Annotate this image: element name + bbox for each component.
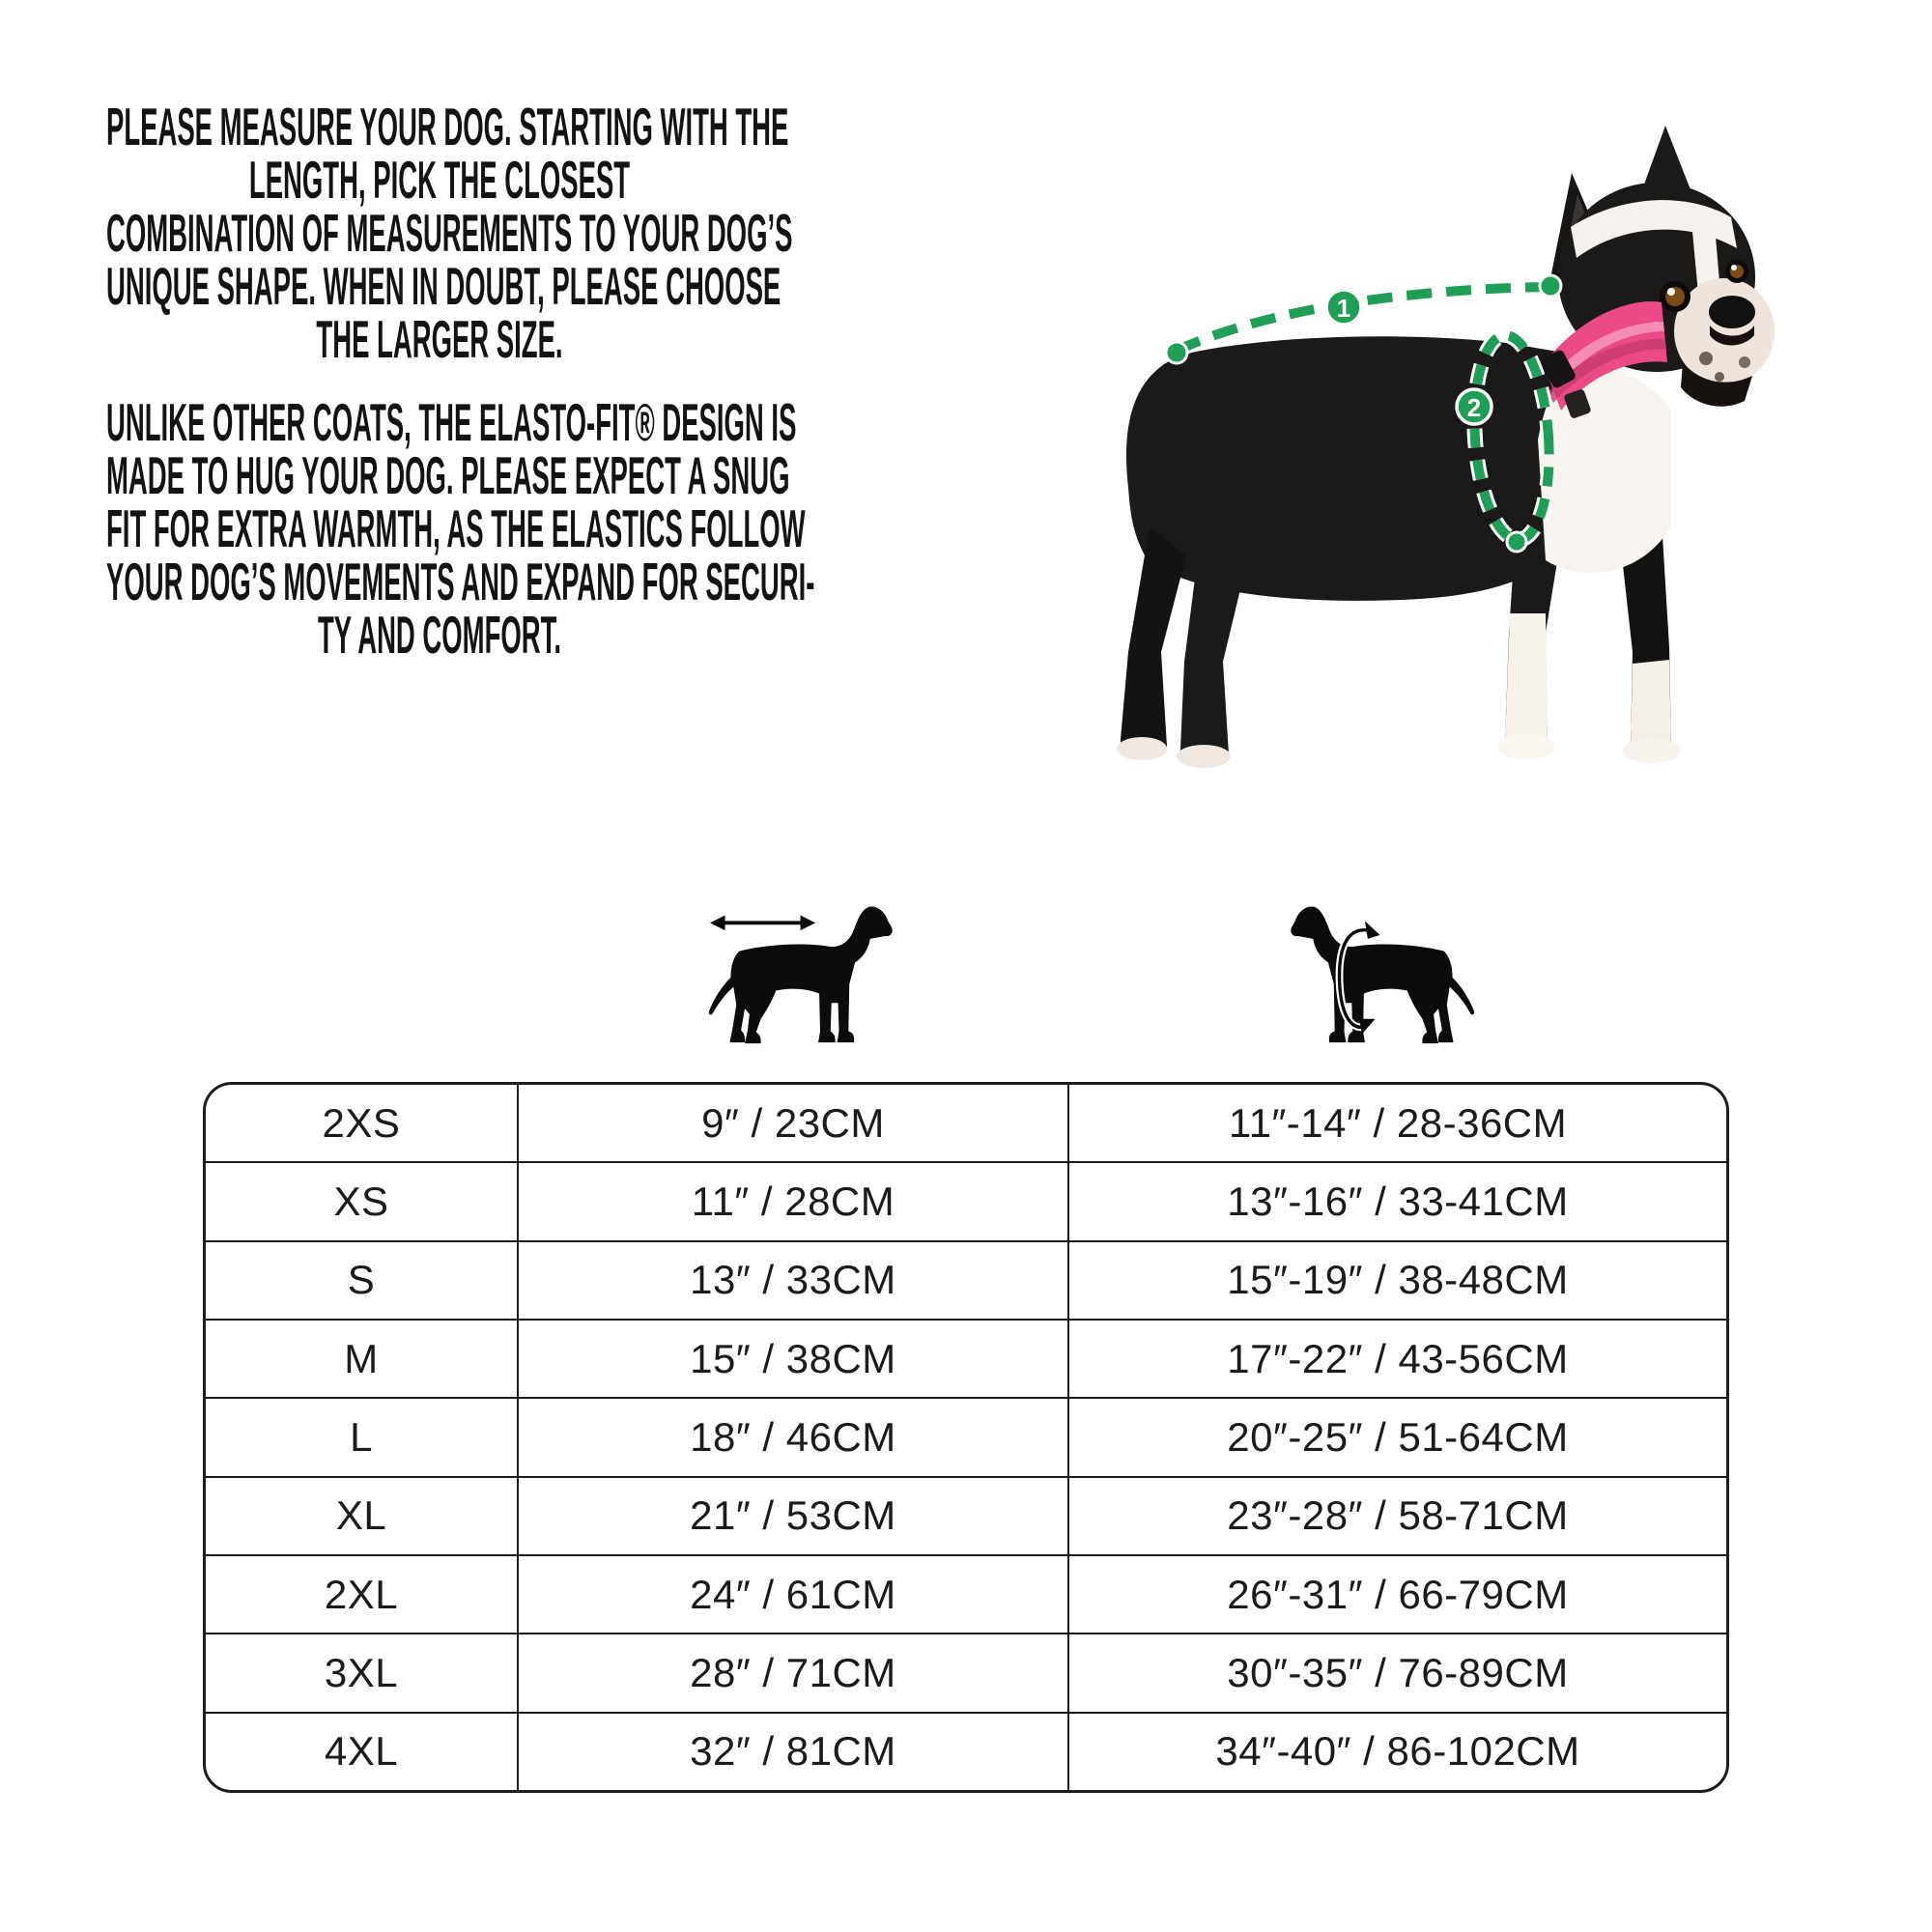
intro-paragraph [106,97,793,369]
length-cell: 9″ / 23CM [517,1085,1067,1161]
table-row [206,1554,1726,1633]
size-cell: L [350,1413,373,1460]
table-row [206,1161,1726,1239]
girth-cell: 34″-40″ / 86-102CM [1067,1714,1726,1790]
fit-note-line: FIT FOR EXTRA WARMTH, AS THE ELASTICS FOLLOW [106,498,806,558]
girth-cell: 26″-31″ / 66-79CM [1067,1556,1726,1633]
fit-note-paragraph [106,392,815,665]
fit-note-line: UNLIKE OTHER COATS, THE ELASTO-FIT® DESIGN IS [106,392,797,452]
length-marker-badge [1326,290,1361,325]
girth-cell: 11″-14″ / 28-36CM [1067,1085,1726,1161]
girth-cell: 13″-16″ / 33-41CM [1067,1163,1726,1239]
length-arrow [710,916,815,931]
length-cell: 15″ / 38CM [517,1321,1067,1397]
size-cell: S [347,1257,376,1303]
table-row [206,1397,1726,1475]
girth-marker-badge [1457,389,1492,424]
intro-line: UNIQUE SHAPE. WHEN IN DOUBT, PLEASE CHOOSE [106,256,781,316]
fit-note-line: YOUR DOG’S MOVEMENTS AND EXPAND FOR SECURI- [106,552,815,611]
boston-terrier-photo [1092,72,1835,792]
length-cell: 28″ / 71CM [517,1634,1067,1711]
table-row [206,1085,1726,1161]
girth-cell: 15″-19″ / 38-48CM [1067,1242,1726,1319]
girth-cell: 20″-25″ / 51-64CM [1067,1399,1726,1475]
size-cell: 4XL [324,1728,399,1775]
dog-length-arrow-icon [708,894,896,1059]
table-row [206,1633,1726,1711]
size-cell: XS [333,1178,389,1224]
length-cell: 13″ / 33CM [517,1242,1067,1319]
table-row [206,1476,1726,1554]
length-cell: 32″ / 81CM [517,1714,1067,1790]
girth-cell: 30″-35″ / 76-89CM [1067,1634,1726,1711]
intro-line: LENGTH, PICK THE CLOSEST [248,150,631,210]
size-chart-table [203,1082,1729,1793]
table-row [206,1712,1726,1790]
length-cell: 24″ / 61CM [517,1556,1067,1633]
size-cell: 2XS [322,1099,401,1146]
length-cell: 21″ / 53CM [517,1478,1067,1554]
table-row [206,1240,1726,1319]
dog-measurement-photo [1092,72,1835,797]
fit-note-line: MADE TO HUG YOUR DOG. PLEASE EXPECT A SNUG [106,445,790,505]
size-cell: XL [335,1492,387,1539]
intro-line: THE LARGER SIZE. [316,309,563,369]
girth-cell: 17″-22″ / 43-56CM [1067,1321,1726,1397]
intro-line: PLEASE MEASURE YOUR DOG. STARTING WITH THE [106,97,789,156]
length-marker-number: 1 [1336,294,1351,323]
table-row [206,1319,1726,1397]
fit-note-line: TY AND COMFORT. [317,605,562,665]
length-cell: 18″ / 46CM [517,1399,1067,1475]
dog-girth-arrow-icon [1287,894,1475,1059]
size-cell: M [344,1335,379,1381]
size-cell: 3XL [324,1649,399,1695]
size-cell: 2XL [324,1571,399,1617]
girth-cell: 23″-28″ / 58-71CM [1067,1478,1726,1554]
girth-marker-number: 2 [1466,393,1482,422]
length-cell: 11″ / 28CM [517,1163,1067,1239]
intro-line: COMBINATION OF MEASUREMENTS TO YOUR DOG’S [106,203,793,263]
